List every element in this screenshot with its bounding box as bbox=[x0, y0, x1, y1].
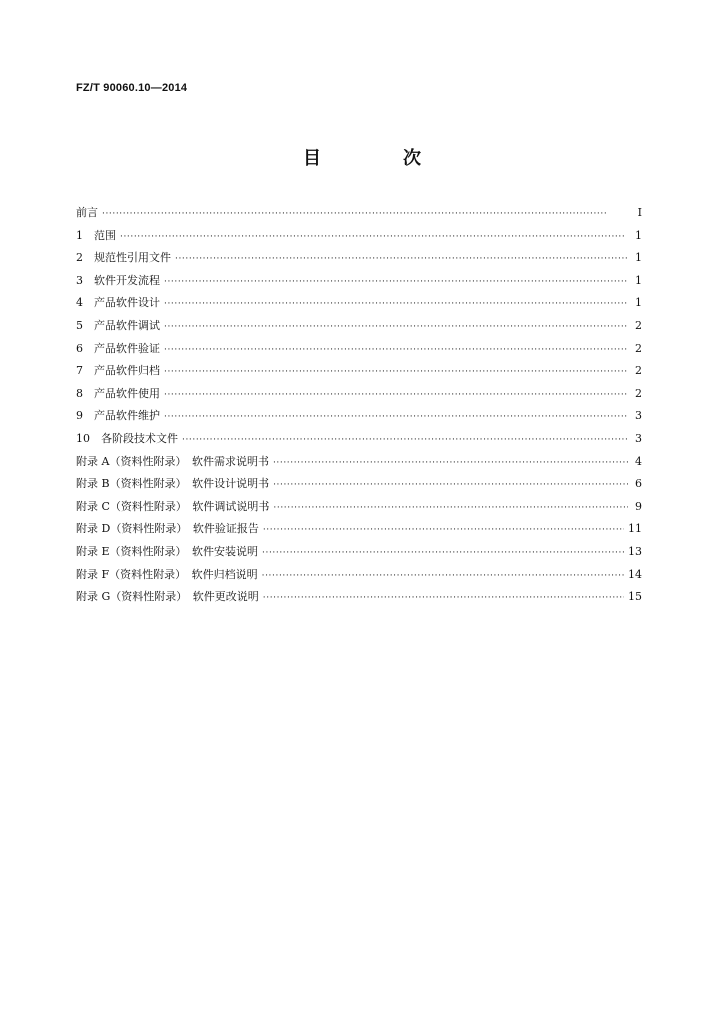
toc-dot-leader bbox=[182, 435, 628, 445]
toc-entry-appendix-c[interactable] bbox=[76, 498, 642, 521]
toc-entry-page: 3 bbox=[635, 409, 642, 423]
toc-entry-page: 13 bbox=[628, 544, 642, 558]
toc-entry-page: 2 bbox=[635, 341, 642, 355]
toc-entry-label: 7 产品软件归档 bbox=[76, 364, 160, 378]
toc-entry-10[interactable] bbox=[76, 430, 642, 453]
toc-entry-page: 2 bbox=[635, 318, 642, 332]
toc-dot-leader bbox=[263, 525, 624, 535]
toc-entry-4[interactable] bbox=[76, 294, 642, 317]
toc-entry-label: 4 产品软件设计 bbox=[76, 296, 160, 310]
toc-entry-label: 9 产品软件维护 bbox=[76, 409, 160, 423]
toc-entry-label: 附录 F（资料性附录） 软件归档说明 bbox=[76, 567, 258, 581]
toc-entry-page: 1 bbox=[635, 251, 642, 265]
toc-entry-page: 9 bbox=[635, 499, 642, 513]
toc-entry-1[interactable] bbox=[76, 227, 642, 250]
toc-entry-9[interactable] bbox=[76, 407, 642, 430]
toc-entry-page: 6 bbox=[635, 477, 642, 491]
toc-entry-page: 4 bbox=[635, 454, 642, 468]
toc-entry-appendix-f[interactable] bbox=[76, 566, 642, 589]
toc-entry-appendix-b[interactable] bbox=[76, 475, 642, 498]
toc-dot-leader bbox=[102, 209, 628, 219]
toc-dot-leader bbox=[273, 503, 628, 513]
toc-dot-leader bbox=[164, 322, 628, 332]
toc-dot-leader bbox=[164, 345, 628, 355]
toc-entry-page: 15 bbox=[628, 590, 642, 604]
toc-entry-6[interactable] bbox=[76, 340, 642, 363]
toc-entry-appendix-e[interactable] bbox=[76, 543, 642, 566]
toc-entry-8[interactable] bbox=[76, 385, 642, 408]
toc-dot-leader bbox=[175, 254, 628, 264]
toc-dot-leader bbox=[164, 390, 628, 400]
toc-dot-leader bbox=[263, 593, 624, 603]
toc-entry-2[interactable] bbox=[76, 249, 642, 272]
document-code: FZ/T 90060.10—2014 bbox=[76, 82, 188, 94]
page-title: 目 次 bbox=[303, 148, 453, 169]
toc-entry-label: 3 软件开发流程 bbox=[76, 273, 160, 287]
toc-entry-page: Ⅰ bbox=[637, 206, 642, 219]
toc-entry-appendix-a[interactable] bbox=[76, 453, 642, 476]
toc-entry-label: 附录 E（资料性附录） 软件安装说明 bbox=[76, 544, 259, 558]
toc-entry-3[interactable] bbox=[76, 272, 642, 295]
toc-dot-leader bbox=[164, 412, 628, 422]
toc-entry-page: 1 bbox=[635, 228, 642, 242]
toc-entry-page: 1 bbox=[635, 296, 642, 310]
toc-entry-label: 6 产品软件验证 bbox=[76, 341, 160, 355]
toc-entry-label: 附录 B（资料性附录） 软件设计说明书 bbox=[76, 477, 270, 491]
toc-entry-label: 附录 D（资料性附录） 软件验证报告 bbox=[76, 522, 259, 536]
toc-dot-leader bbox=[164, 299, 628, 309]
toc-entry-label: 2 规范性引用文件 bbox=[76, 251, 171, 265]
toc-entry-label: 附录 C（资料性附录） 软件调试说明书 bbox=[76, 499, 270, 513]
toc-dot-leader bbox=[273, 458, 628, 468]
toc-entry-7[interactable] bbox=[76, 362, 642, 385]
toc-entry-foreword[interactable] bbox=[76, 204, 642, 227]
toc-dot-leader bbox=[120, 232, 628, 242]
toc-entry-appendix-d[interactable] bbox=[76, 520, 642, 543]
toc-entry-5[interactable] bbox=[76, 317, 642, 340]
table-of-contents bbox=[76, 204, 642, 611]
toc-entry-label: 5 产品软件调试 bbox=[76, 318, 160, 332]
toc-entry-page: 3 bbox=[635, 431, 642, 445]
toc-entry-label: 10 各阶段技术文件 bbox=[76, 431, 178, 445]
toc-entry-page: 14 bbox=[628, 567, 642, 581]
toc-dot-leader bbox=[164, 277, 628, 287]
toc-entry-label: 附录 A（资料性附录） 软件需求说明书 bbox=[76, 454, 269, 468]
toc-entry-label: 8 产品软件使用 bbox=[76, 386, 160, 400]
toc-entry-label: 前言 bbox=[76, 206, 98, 219]
toc-entry-page: 2 bbox=[635, 386, 642, 400]
toc-dot-leader bbox=[164, 367, 628, 377]
toc-entry-label: 1 范围 bbox=[76, 228, 116, 242]
toc-entry-label: 附录 G（资料性附录） 软件更改说明 bbox=[76, 590, 259, 604]
toc-entry-page: 2 bbox=[635, 364, 642, 378]
toc-dot-leader bbox=[262, 548, 624, 558]
toc-entry-page: 11 bbox=[628, 522, 642, 536]
toc-entry-appendix-g[interactable] bbox=[76, 588, 642, 611]
toc-dot-leader bbox=[262, 571, 624, 581]
toc-dot-leader bbox=[273, 480, 628, 490]
toc-entry-page: 1 bbox=[635, 273, 642, 287]
